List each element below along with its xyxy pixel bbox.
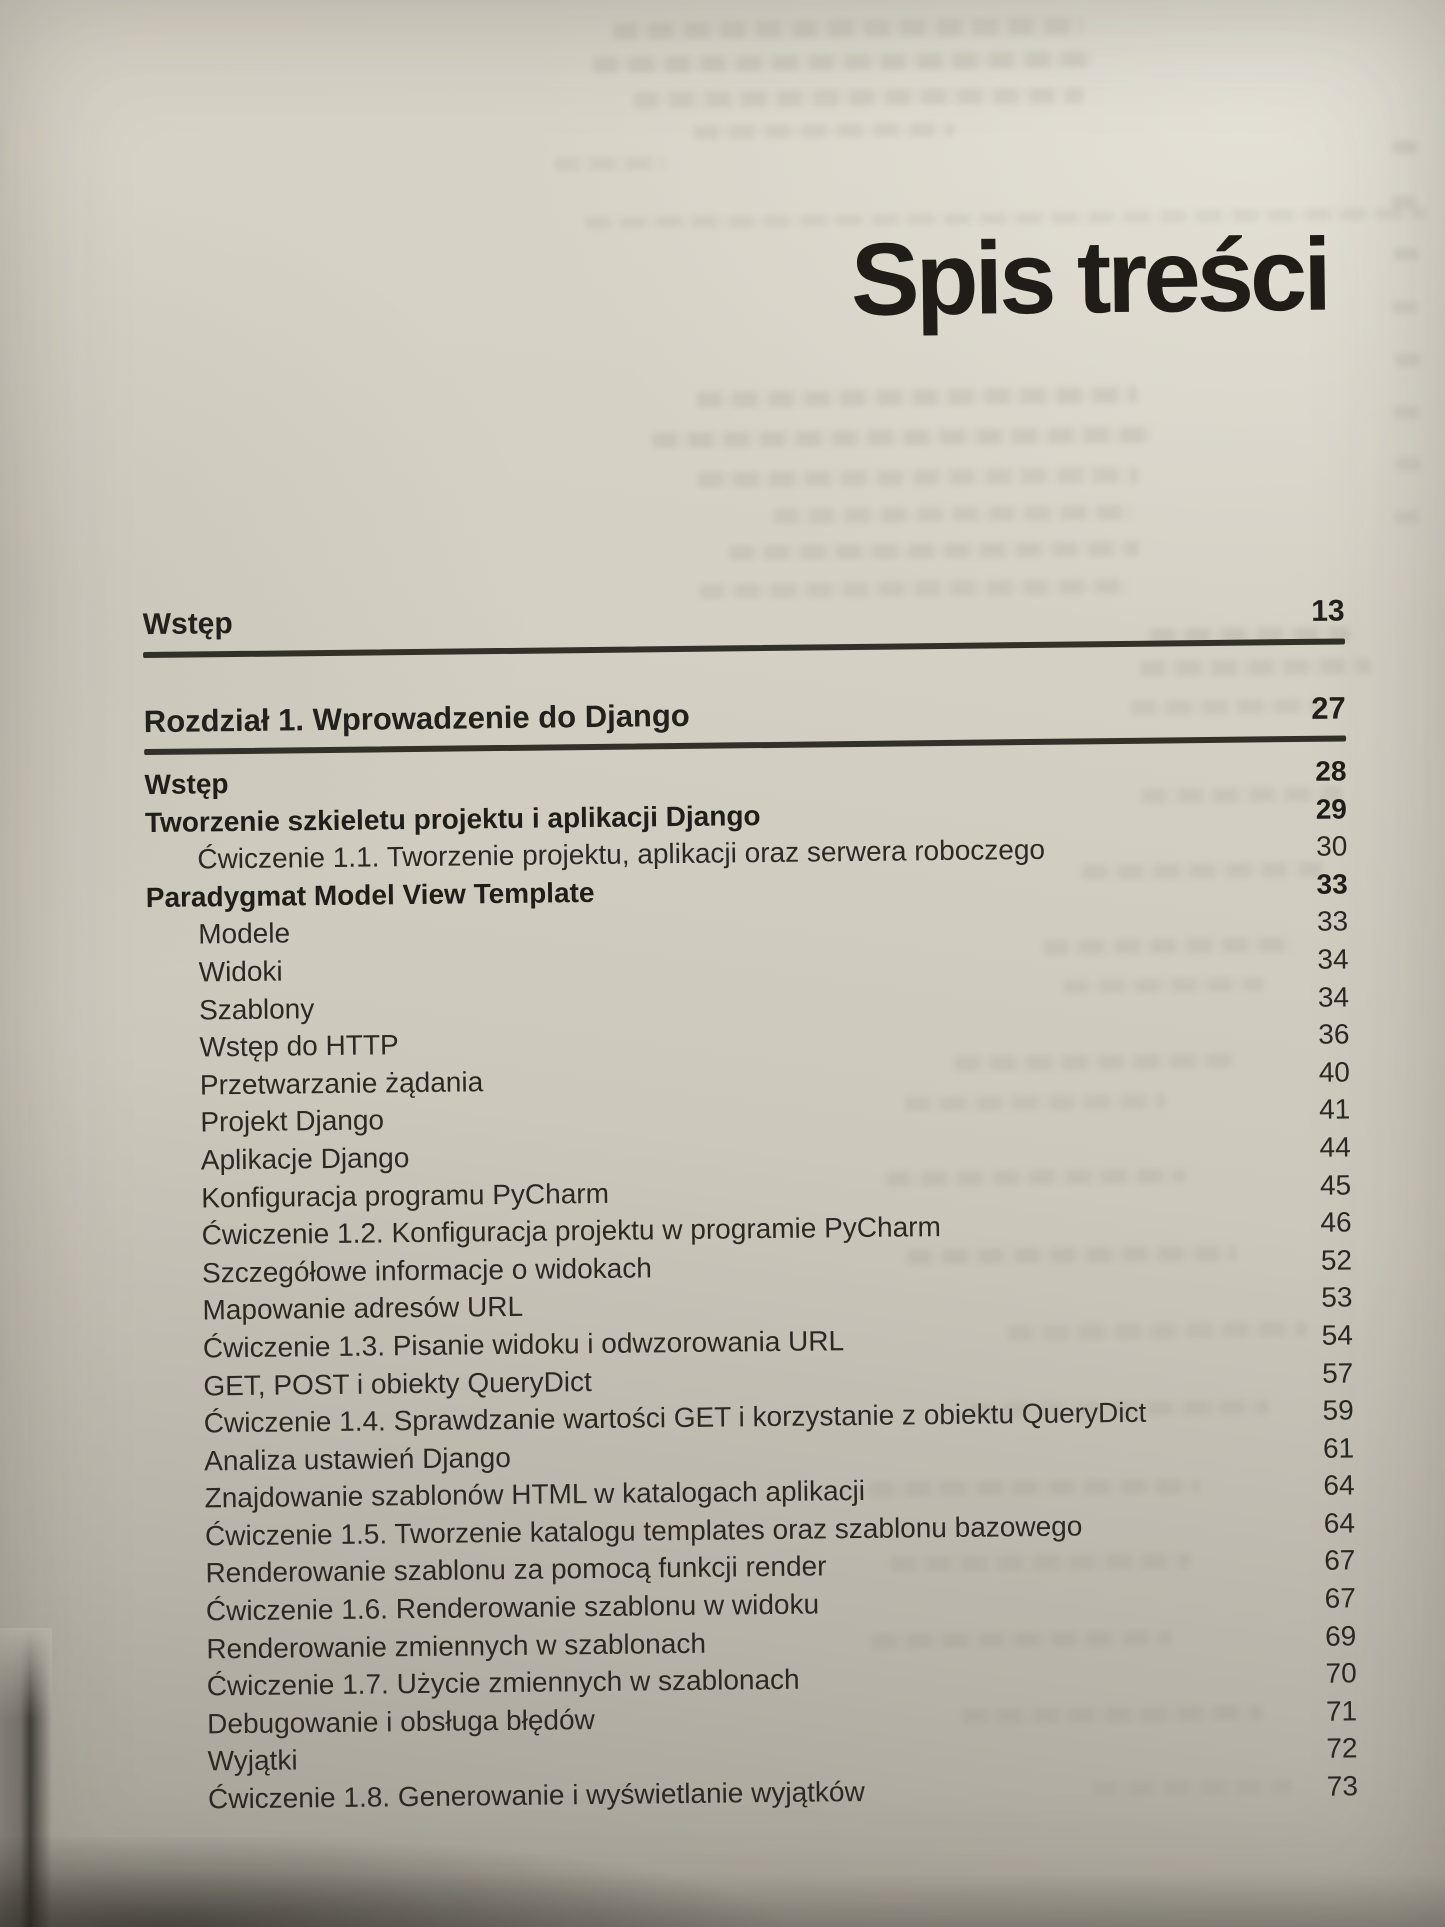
- toc-entries: [144, 752, 1358, 1818]
- entry-label: Debugowanie i obsługa błędów: [207, 1703, 595, 1740]
- section-divider-rule: [143, 638, 1345, 658]
- bleed-through-ghost: [613, 17, 1083, 39]
- page-title: Spis treści: [850, 216, 1329, 338]
- chapter-divider-rule: [144, 735, 1346, 755]
- entry-label: Szablony: [198, 992, 315, 1026]
- bleed-through-ghost: [1392, 141, 1420, 154]
- entry-page: 41: [1318, 1093, 1351, 1126]
- entry-label: Ćwiczenie 1.8. Generowanie i wyświetlanie wyjątków: [207, 1775, 865, 1815]
- toc-front-row: [143, 594, 1345, 642]
- entry-page: 64: [1323, 1469, 1355, 1502]
- entry-page: 67: [1324, 1582, 1357, 1614]
- entry-page: 59: [1322, 1394, 1354, 1426]
- entry-label: Ćwiczenie 1.5. Tworzenie katalogu templates oraz szablonu bazowego: [204, 1510, 1083, 1552]
- entry-page: 61: [1322, 1432, 1355, 1464]
- bleed-through-ghost: [773, 505, 1133, 524]
- toc-chapter-row: [144, 690, 1346, 740]
- entry-page: 44: [1319, 1131, 1351, 1163]
- entry-label: Widoki: [198, 955, 283, 988]
- entry-label: Renderowanie zmiennych w szablonach: [206, 1627, 707, 1665]
- entry-label: Projekt Django: [200, 1104, 385, 1138]
- bleed-through-ghost: [1140, 658, 1370, 677]
- bleed-through-ghost: [653, 427, 1153, 449]
- entry-page: 70: [1325, 1657, 1357, 1689]
- entry-page: 33: [1316, 868, 1348, 900]
- entry-page: 46: [1320, 1206, 1352, 1238]
- entry-page: 30: [1315, 830, 1348, 862]
- entry-page: 45: [1319, 1168, 1352, 1201]
- entry-label: Wyjątki: [207, 1744, 298, 1777]
- entry-page: 73: [1326, 1770, 1359, 1802]
- toc-chapter-page: 27: [1311, 690, 1346, 726]
- bleed-through-ghost: [729, 541, 1139, 561]
- entry-label: Aplikacje Django: [200, 1142, 410, 1176]
- bleed-through-ghost: [698, 467, 1138, 488]
- bleed-through-ghost: [1393, 406, 1421, 419]
- entry-label: Ćwiczenie 1.7. Użycie zmiennych w szablonach: [206, 1663, 800, 1702]
- bleed-through-ghost: [1391, 196, 1419, 209]
- entry-label: Ćwiczenie 1.2. Konfiguracja projektu w programie PyCharm: [201, 1211, 941, 1251]
- entry-label: Ćwiczenie 1.3. Pisanie widoku i odwzorowania URL: [202, 1325, 845, 1364]
- entry-page: 36: [1318, 1018, 1350, 1050]
- entry-page: 69: [1324, 1620, 1357, 1652]
- entry-label: Wstęp: [144, 768, 229, 801]
- entry-page: 34: [1317, 943, 1349, 975]
- bleed-through-ghost: [593, 51, 1093, 73]
- page-stack-edge: [0, 1628, 52, 1927]
- bleed-through-ghost: [1394, 248, 1422, 261]
- entry-label: Przetwarzanie żądania: [199, 1065, 484, 1101]
- bleed-through-ghost: [1395, 354, 1423, 367]
- entry-label: Analiza ustawień Django: [204, 1441, 511, 1477]
- entry-page: 67: [1324, 1544, 1356, 1577]
- entry-page: 72: [1326, 1732, 1358, 1765]
- bleed-through-ghost: [694, 123, 954, 140]
- entry-label: Renderowanie szablonu za pomocą funkcji render: [205, 1550, 827, 1589]
- bleed-through-ghost: [554, 156, 664, 171]
- entry-page: 33: [1316, 905, 1349, 938]
- bleed-through-ghost: [1395, 511, 1423, 524]
- entry-label: Ćwiczenie 1.4. Sprawdzanie wartości GET i korzystanie z obiektu QueryDict: [203, 1396, 1147, 1439]
- entry-label: Ćwiczenie 1.6. Renderowanie szablonu w widoku: [205, 1588, 820, 1627]
- entry-page: 64: [1323, 1507, 1356, 1539]
- toc-front-page: 13: [1311, 594, 1345, 628]
- toc-front-label: Wstęp: [142, 607, 233, 642]
- bleed-through-ghost: [1392, 301, 1420, 314]
- entry-label: GET, POST i obiekty QueryDict: [203, 1365, 592, 1401]
- entry-label: Tworzenie szkieletu projektu i aplikacji Django: [144, 799, 761, 838]
- entry-label: Szczegółowe informacje o widokach: [201, 1252, 652, 1289]
- entry-page: 28: [1315, 755, 1347, 787]
- entry-page: 53: [1321, 1281, 1353, 1314]
- bleed-through-ghost: [1396, 458, 1424, 471]
- entry-label: Znajdowanie szablonów HTML w katalogach aplikacji: [204, 1475, 866, 1514]
- entry-label: Wstęp do HTTP: [199, 1029, 399, 1063]
- entry-page: 29: [1315, 793, 1348, 825]
- entry-page: 71: [1325, 1695, 1358, 1727]
- entry-page: 52: [1320, 1244, 1353, 1276]
- bleed-through-ghost: [699, 579, 1129, 599]
- entry-label: Konfiguracja programu PyCharm: [201, 1177, 610, 1213]
- entry-label: Modele: [198, 917, 291, 950]
- entry-label: Ćwiczenie 1.1. Tworzenie projektu, aplikacji oraz serwera roboczego: [197, 834, 1046, 875]
- bleed-through-ghost: [697, 387, 1137, 408]
- entry-page: 40: [1318, 1056, 1351, 1088]
- bleed-through-layer: [0, 0, 1438, 2]
- entry-label: Mapowanie adresów URL: [202, 1291, 524, 1326]
- bleed-through-ghost: [634, 87, 1084, 108]
- entry-label: Paradygmat Model View Template: [145, 876, 595, 913]
- entry-page: 34: [1317, 980, 1350, 1013]
- entry-page: 57: [1321, 1356, 1354, 1389]
- entry-page: 54: [1321, 1319, 1354, 1351]
- toc-chapter-label: Rozdział 1. Wprowadzenie do Django: [143, 697, 690, 740]
